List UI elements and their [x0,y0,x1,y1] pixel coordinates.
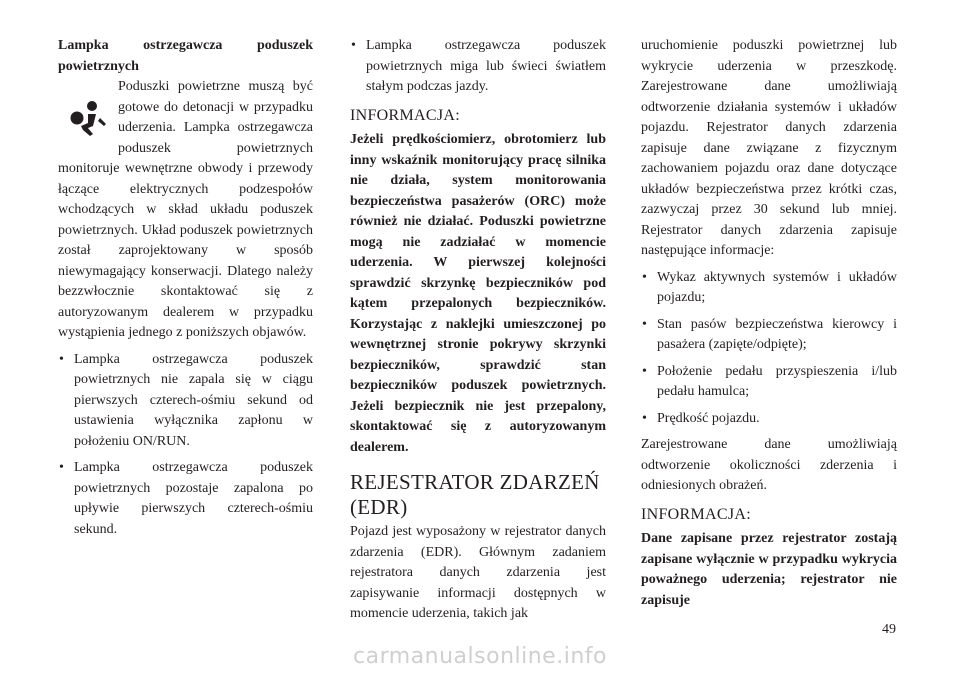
airbag-symptoms-list-cont [350,36,606,98]
airbag-paragraph-block [58,77,313,344]
info-title: INFORMACJA: [350,106,460,124]
info-title: INFORMACJA: [641,505,751,523]
info-text: Dane zapisane przez rejestrator zostają zapisane wyłącznie w przypadku wykrycia poważnego uderzenia; rejestrator nie zapisuje [641,531,897,608]
list-item: • Stan pasów bezpieczeństwa kierowcy i pasażera (zapięte/odpięte); [641,315,897,356]
list-item: • Wykaz aktywnych systemów i układów pojazdu; [641,268,897,309]
list-item: • Lampka ostrzegawcza poduszek powietrznych miga lub świeci światłem stałym podczas jazdy. [350,36,606,98]
edr-text-continued: uruchomienie poduszki powietrznej lub wykrycie uderzenia w przeszkodę. Zarejestrowane dane umożliwiają odtworzenie działania systemów i układów pojazdu. Rejestrator danych zdarzenia zapisuje dane związane z fizycznym zachowaniem pojazdu oraz dane dotyczące układów bezpieczeństwa przez krótki czas, zazwyczaj przez 30 sekund lub mniej. Rejestrator danych zdarzenia zapisuje następujące informacje: [641,38,897,258]
airbag-warning-text: Poduszki powietrzne muszą być gotowe do detonacji w przypadku uderzenia. Lampka ostrzegawcza poduszek powietrznych monitoruje wewnętrzne obwody i przewody łączące elektrycznych podzespołów wchodzących w skład układu poduszek powietrznych. Układ poduszek powietrznych został zaprojektowany w sposób niewymagający konserwacji. Dlatego należy bezzwłocznie skontaktować się z autoryzowanym dealerem w przypadku wystąpienia jednego z poniższych objawów. [58,79,313,340]
column-left [58,36,313,546]
list-item: • Lampka ostrzegawcza poduszek powietrznych pozostaje zapalona po upływie pierwszych czterech-ośmiu sekund. [58,458,313,540]
column-right [641,36,897,611]
list-item: • Prędkość pojazdu. [641,409,897,430]
airbag-warning-icon [58,77,118,159]
edr-reconstruction-text: Zarejestrowane dane umożliwiają odtworzenie okoliczności zderzenia i odniesionych obrażeń. [641,437,897,493]
info-text: Jeżeli prędkościomierz, obrotomierz lub inny wskaźnik monitorujący pracę silnika nie działa, system monitorowania bezpieczeństwa pasażerów (ORC) może również nie działać. Poduszki powietrzne mogą nie zadziałać w momencie uderzenia. W pierwszej kolejności sprawdzić skrzynkę bezpieczników pod kątem przepalonych bezpieczników. Korzystając z naklejki umieszczonej po wewnętrznej stronie pokrywy skrzynki bezpieczników, sprawdzić stan bezpieczników poduszek powietrznych. Jeżeli bezpiecznik nie jest przepalony, skontaktować się z autoryzowanym dealerem. [350,132,606,455]
list-item: • Położenie pedału przyspieszenia i/lub pedału hamulca; [641,362,897,403]
airbag-symptoms-list [58,350,313,541]
edr-recorded-data-list [641,268,897,430]
section-title-edr: REJESTRATOR ZDARZEŃ (EDR) [350,470,600,519]
airbag-warning-heading: Lampka ostrzegawcza poduszek powietrznych [58,38,313,74]
column-middle [350,36,606,625]
page-number: 49 [882,622,896,637]
edr-intro-text: Pojazd jest wyposażony w rejestrator danych zdarzenia (EDR). Głównym zadaniem rejestratora danych zdarzenia jest zapisywanie informacji dostępnych w momencie uderzenia, takich jak [350,524,606,621]
list-item: • Lampka ostrzegawcza poduszek powietrznych nie zapala się w ciągu pierwszych czterech-ośmiu sekund od ustawienia wyłącznika zapłonu w położeniu ON/RUN. [58,350,313,453]
watermark: carmanualsonline.info [353,644,607,669]
